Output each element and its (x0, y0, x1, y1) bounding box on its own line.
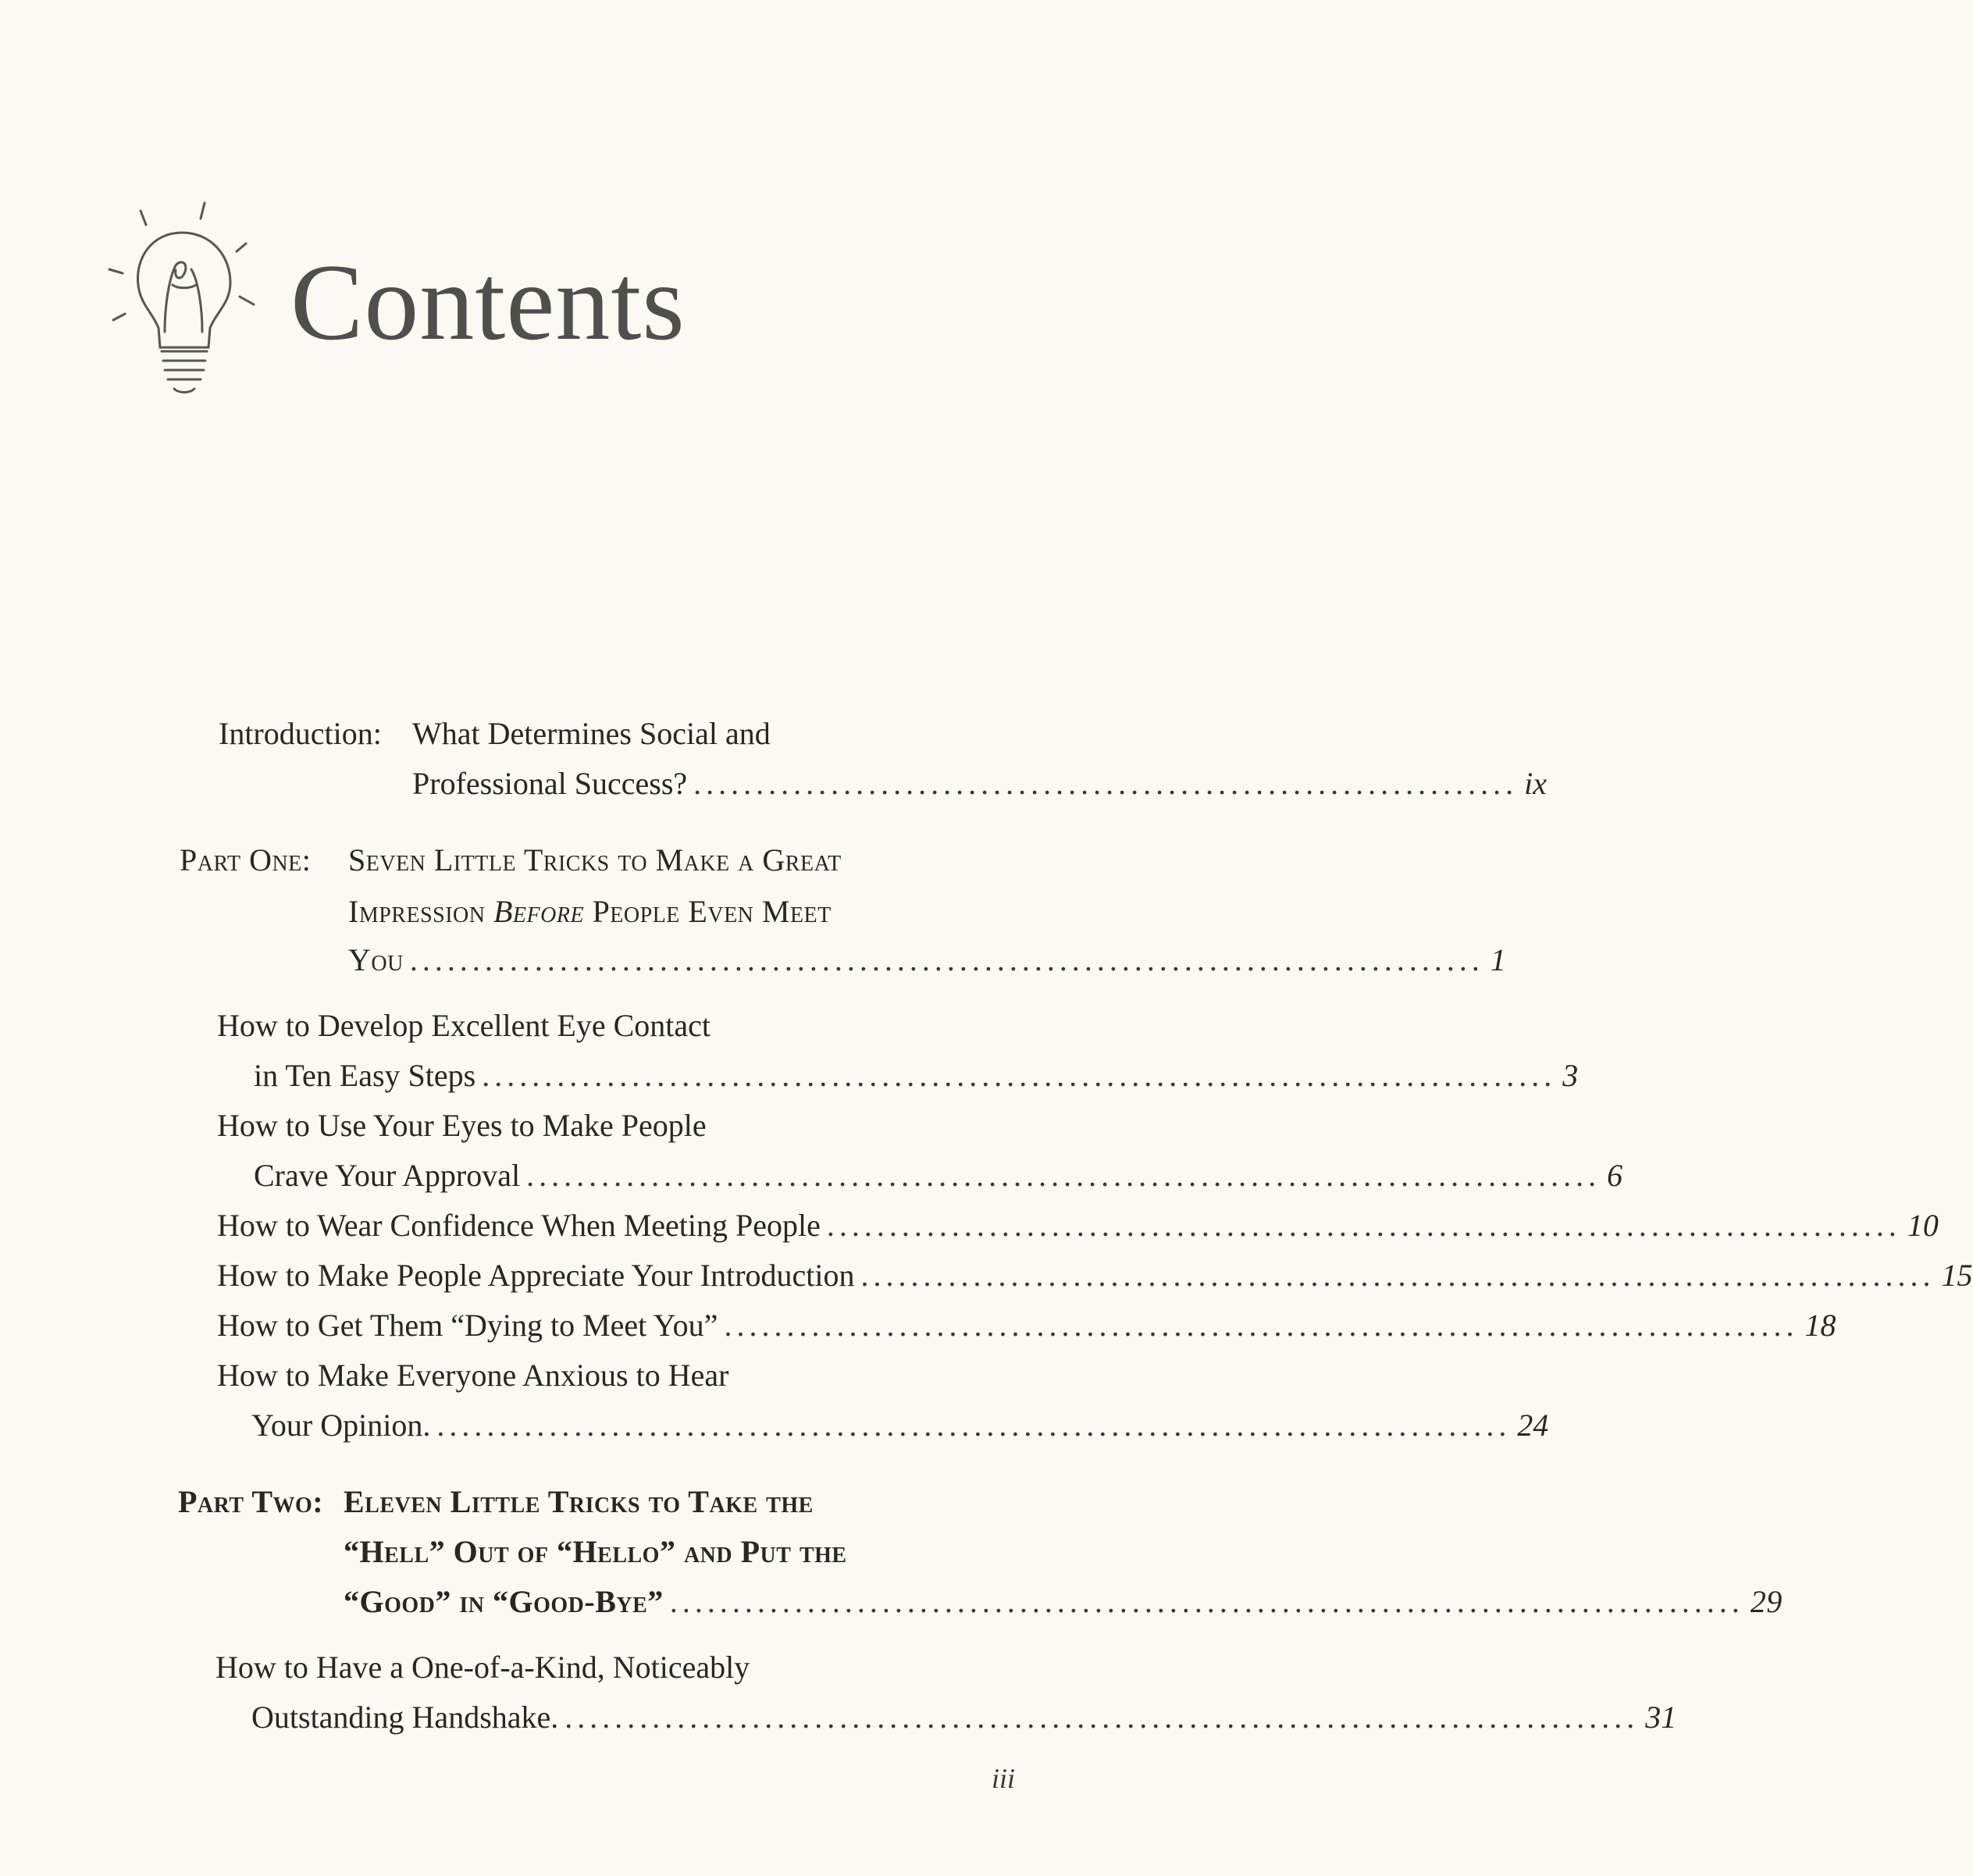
toc-item-line1: How to Develop Excellent Eye Contact (217, 1008, 711, 1043)
part-two-title-line1: Eleven Little Tricks to Take the (344, 1484, 814, 1519)
toc-item-line1: How to Have a One-of-a-Kind, Noticeably (215, 1650, 750, 1685)
intro-page: ix (1524, 766, 1547, 801)
toc-item-page: 3 (1562, 1058, 1579, 1093)
dot-leader: ...................................................................................... (826, 1208, 1901, 1243)
toc-entry-intro[interactable] (412, 760, 1547, 807)
toc-item-line1: How to Make Everyone Anxious to Hear (217, 1358, 729, 1393)
toc-entry-item[interactable] (217, 1202, 1939, 1249)
toc-item-line2: Your Opinion. (251, 1408, 431, 1443)
toc-item-line2: Crave Your Approval (254, 1158, 521, 1193)
dot-leader: ...................................................................................... (724, 1308, 1799, 1343)
lightbulb-icon (98, 187, 277, 398)
toc-entry-item[interactable] (251, 1402, 1549, 1449)
toc-item-page: 15 (1941, 1258, 1973, 1293)
toc-entry-part-two[interactable] (344, 1579, 1782, 1625)
part-one-title-line3: You (348, 942, 404, 977)
toc-item-line2: in Ten Easy Steps (254, 1058, 476, 1093)
toc-item-line1: How to Get Them “Dying to Meet You” (217, 1308, 718, 1343)
part-one-title-line2: Impression Before People Even Meet (348, 894, 832, 929)
dot-leader: ...................................................................................... (436, 1408, 1512, 1443)
emphasis-before: Before (493, 894, 585, 929)
toc-entry-item[interactable] (251, 1694, 1677, 1741)
part-two-page: 29 (1750, 1584, 1782, 1619)
part-two-title-line3: “Good” in “Good-Bye” (344, 1584, 664, 1619)
toc-entry-item[interactable] (217, 1252, 1973, 1299)
part-two-label: Part Two: (178, 1484, 324, 1519)
dot-leader: ...................................................................................... (564, 1700, 1640, 1735)
part-one-title-line1: Seven Little Tricks to Make a Great (348, 842, 842, 877)
dot-leader: .................................................................. (693, 766, 1519, 801)
dot-leader: ...................................................................................... (482, 1058, 1557, 1093)
toc-entry-item[interactable] (254, 1152, 1623, 1199)
toc-item-page: 24 (1517, 1408, 1549, 1443)
dot-leader: ...................................................................................... (526, 1158, 1601, 1193)
toc-item-page: 31 (1645, 1700, 1677, 1735)
toc-item-line1: How to Make People Appreciate Your Introduction (217, 1258, 855, 1293)
toc-item-page: 18 (1804, 1308, 1836, 1343)
toc-entry-item[interactable] (217, 1302, 1836, 1349)
intro-title-line1: What Determines Social and (412, 716, 771, 751)
intro-label: Introduction: (219, 716, 382, 751)
toc-entry-item[interactable] (254, 1052, 1579, 1099)
part-two-title-line2: “Hell” Out of “Hello” and Put the (344, 1534, 847, 1569)
intro-title-line2: Professional Success? (412, 766, 688, 801)
toc-entry-part-one[interactable] (348, 937, 1507, 984)
dot-leader: ...................................................................................... (860, 1258, 1936, 1293)
toc-item-line1: How to Wear Confidence When Meeting People (217, 1208, 821, 1243)
page-number: iii (992, 1763, 1016, 1794)
page-title: Contents (290, 242, 686, 363)
toc-item-page: 10 (1907, 1208, 1939, 1243)
dot-leader: ...................................................................................... (669, 1584, 1744, 1619)
part-one-page: 1 (1490, 942, 1507, 977)
part-one-label: Part One: (180, 842, 312, 877)
toc-item-line1: How to Use Your Eyes to Make People (217, 1108, 707, 1143)
toc-item-line2: Outstanding Handshake. (251, 1700, 559, 1735)
toc-item-page: 6 (1607, 1158, 1623, 1193)
dot-leader: ...................................................................................... (409, 942, 1484, 977)
